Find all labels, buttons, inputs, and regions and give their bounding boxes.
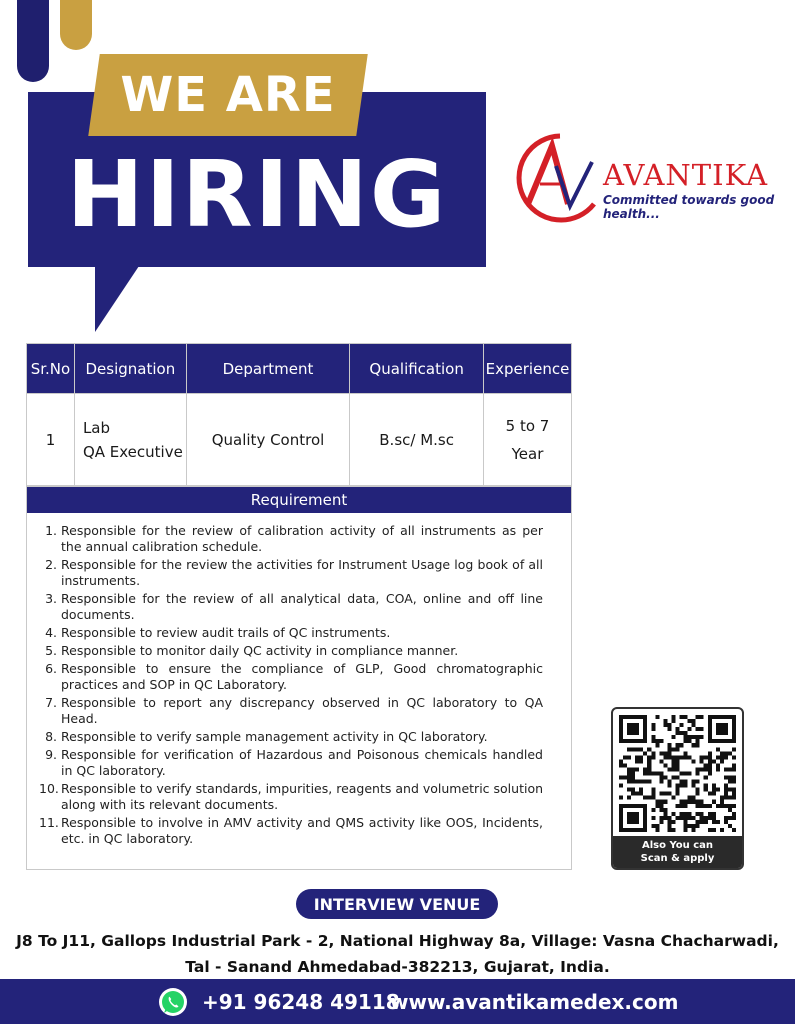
list-item-text: Responsible to verify sample management activity in QC laboratory. (61, 729, 488, 744)
list-item (39, 815, 543, 847)
brand-name: AVANTIKA (603, 158, 769, 192)
cell-designation (74, 394, 186, 486)
list-item-text: Responsible to ensure the compliance of GLP, Good chromatographic practices and SOP in QC Laboratory. (61, 661, 543, 692)
hiring-heading: HIRING (66, 141, 448, 248)
qr-caption-line1: Also You can (641, 840, 714, 851)
list-item-number: 9. (45, 747, 57, 762)
website-link[interactable]: www.avantikamedex.com (390, 990, 679, 1014)
experience-line2: Year (511, 444, 544, 463)
cell-experience (483, 394, 571, 486)
list-item-text: Responsible to verify standards, impurities, reagents and volumetric solution along with its relevant documents. (61, 781, 544, 812)
list-item (39, 729, 543, 745)
list-item-text: Responsible for the review of calibration activity of all instruments as per the annual calibration schedule. (61, 523, 543, 554)
list-item-number: 6. (45, 661, 57, 676)
designation-line1: Lab (82, 418, 111, 437)
decorative-bar-navy (17, 0, 49, 82)
list-item-text: Responsible to involve in AMV activity and QMS activity like OOS, Incidents, etc. in QC laboratory. (61, 815, 543, 846)
list-item (39, 781, 543, 813)
list-item-number: 7. (45, 695, 57, 710)
list-item-number: 4. (45, 625, 57, 640)
list-item (39, 557, 543, 589)
list-item (39, 591, 543, 623)
job-table (26, 343, 572, 486)
cell-qualification: B.sc/ M.sc (350, 394, 484, 486)
list-item-text: Responsible for verification of Hazardous and Poisonous chemicals handled in QC laboratory. (61, 747, 543, 778)
list-item-number: 10. (39, 781, 59, 796)
table-row (27, 394, 572, 486)
list-item (39, 695, 543, 727)
address-line2: Tal - Sanand Ahmedabad-382213, Gujarat, India. (185, 958, 610, 976)
list-item-number: 8. (45, 729, 57, 744)
decorative-bar-gold (60, 0, 92, 50)
list-item-text: Responsible to report any discrepancy observed in QC laboratory to QA Head. (61, 695, 543, 726)
brand-tagline: Committed towards good health... (603, 193, 775, 221)
experience-line1: 5 to 7 (505, 416, 550, 435)
qr-caption (613, 836, 742, 868)
qr-code-icon[interactable] (619, 715, 736, 832)
cell-sr-no: 1 (27, 394, 75, 486)
designation-line2: QA Executive (82, 442, 183, 461)
requirement-section (26, 486, 572, 870)
list-item-text: Responsible to monitor daily QC activity in compliance manner. (61, 643, 459, 658)
list-item-number: 11. (39, 815, 59, 830)
list-item-number: 2. (45, 557, 57, 572)
list-item-text: Responsible for the review of all analytical data, COA, online and off line documents. (61, 591, 543, 622)
venue-address (0, 928, 795, 980)
list-item-number: 3. (45, 591, 57, 606)
list-item-text: Responsible to review audit trails of QC instruments. (61, 625, 391, 640)
list-item-number: 5. (45, 643, 57, 658)
requirement-title: Requirement (27, 487, 571, 513)
header-sr-no: Sr.No (27, 344, 75, 394)
header-experience: Experience (483, 344, 571, 394)
list-item (39, 643, 543, 659)
list-item-number: 1. (45, 523, 57, 538)
whatsapp-icon[interactable] (158, 987, 188, 1017)
list-item (39, 661, 543, 693)
list-item-text: Responsible for the review the activities for Instrument Usage log book of all instruments. (61, 557, 543, 588)
interview-venue-label: INTERVIEW VENUE (296, 889, 498, 919)
header-designation: Designation (74, 344, 186, 394)
qr-code-card[interactable] (611, 707, 744, 870)
requirement-list (27, 513, 571, 847)
banner-tail (95, 266, 139, 332)
list-item (39, 625, 543, 641)
qr-caption-line2: Scan & apply (640, 853, 715, 864)
phone-number[interactable]: +91 96248 49118 (202, 990, 400, 1014)
job-table-header-row (27, 344, 572, 394)
header-qualification: Qualification (350, 344, 484, 394)
list-item (39, 747, 543, 779)
cell-department: Quality Control (186, 394, 349, 486)
we-are-heading: WE ARE (120, 67, 336, 123)
header-department: Department (186, 344, 349, 394)
address-line1: J8 To J11, Gallops Industrial Park - 2, National Highway 8a, Village: Vasna Chacharwadi, (16, 932, 779, 950)
list-item (39, 523, 543, 555)
